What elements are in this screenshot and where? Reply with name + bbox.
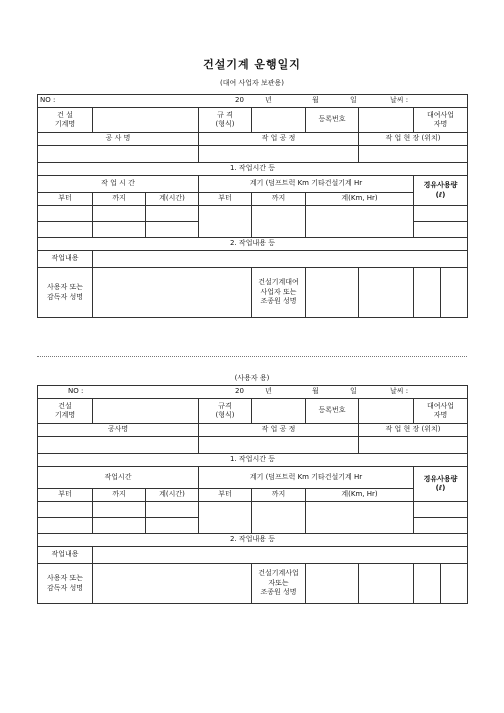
fuel-usage-field-2[interactable] — [414, 518, 468, 534]
meter-to-label: 까지 — [252, 193, 306, 206]
construction-field[interactable] — [38, 146, 199, 163]
machine-name-label: 건설 기계명 — [38, 399, 93, 424]
meter-to-field[interactable] — [252, 206, 306, 238]
meter-total-label: 계(Km, Hr) — [306, 193, 414, 206]
meter-from-label: 부터 — [199, 193, 252, 206]
to-field[interactable] — [93, 206, 146, 222]
work-content-label: 작업내용 — [38, 251, 93, 268]
meter-from-field[interactable] — [199, 206, 252, 238]
fuel-usage-field-2[interactable] — [414, 222, 468, 238]
reg-no-label: 등록번호 — [306, 108, 359, 133]
cut-line-divider — [37, 356, 467, 357]
fuel-usage-label: 경유사용량 (ℓ) — [414, 176, 468, 206]
no-label: NO : — [68, 387, 84, 396]
spec-field[interactable] — [252, 399, 306, 424]
from-label: 부터 — [38, 193, 93, 206]
meter-total-field[interactable] — [306, 502, 414, 534]
total-time-field-2[interactable] — [146, 222, 199, 238]
to-field-2[interactable] — [93, 518, 146, 534]
year-prefix: 20 — [235, 96, 244, 105]
total-time-field[interactable] — [146, 502, 199, 518]
log-form-user-copy — [37, 385, 468, 604]
from-field-2[interactable] — [38, 222, 93, 238]
meter-label: 계기 (덤프트럭 Km 기타건설기계 Hr — [199, 176, 414, 193]
user-supervisor-field[interactable] — [93, 564, 252, 604]
to-label: 까지 — [93, 489, 146, 502]
total-time-label: 계(시간) — [146, 489, 199, 502]
lessor-label: 대여사업 자명 — [414, 399, 468, 424]
from-label: 부터 — [38, 489, 93, 502]
lessor-operator-field[interactable] — [306, 268, 359, 318]
month-label: 월 — [312, 387, 319, 396]
total-time-field[interactable] — [146, 206, 199, 222]
log-form-lessor-copy — [37, 94, 468, 318]
construction-label: 공 사 명 — [38, 133, 199, 146]
meter-from-label: 부터 — [199, 489, 252, 502]
signature-field-b[interactable] — [414, 268, 441, 318]
total-time-field-2[interactable] — [146, 518, 199, 534]
meter-from-field[interactable] — [199, 502, 252, 534]
year-prefix: 20 — [235, 387, 244, 396]
reg-no-field[interactable] — [359, 399, 414, 424]
section-work-content: 2. 작업내용 등 — [38, 534, 468, 547]
signature-field-a[interactable] — [359, 268, 414, 318]
signature-field-c[interactable] — [441, 564, 468, 604]
year-label: 년 — [265, 96, 272, 105]
copy-label-user: (사용자 용) — [234, 374, 270, 382]
process-field[interactable] — [199, 437, 359, 454]
lessor-label: 대여사업 자명 — [414, 108, 468, 133]
section-work-time: 1. 작업시간 등 — [38, 163, 468, 176]
section-work-time: 1. 작업시간 등 — [38, 454, 468, 467]
machine-name-field[interactable] — [93, 108, 199, 133]
site-field[interactable] — [359, 437, 468, 454]
to-label: 까지 — [93, 193, 146, 206]
weather-label: 날씨 : — [390, 387, 409, 396]
fuel-usage-field[interactable] — [414, 206, 468, 222]
signature-field-b[interactable] — [414, 564, 441, 604]
user-supervisor-field[interactable] — [93, 268, 252, 318]
meter-to-label: 까지 — [252, 489, 306, 502]
lessor-operator-label: 건설기계대여 사업자 또는 조종원 성명 — [252, 268, 306, 318]
work-time-label: 작 업 시 간 — [38, 176, 199, 193]
year-label: 년 — [265, 387, 272, 396]
section-work-content: 2. 작업내용 등 — [38, 238, 468, 251]
machine-name-label: 건 설 기계명 — [38, 108, 93, 133]
meter-to-field[interactable] — [252, 502, 306, 534]
process-field[interactable] — [199, 146, 359, 163]
meter-label: 계기 (덤프트럭 Km 기타건설기계 Hr — [199, 467, 414, 489]
fuel-usage-field[interactable] — [414, 502, 468, 518]
to-field[interactable] — [93, 502, 146, 518]
month-label: 월 — [312, 96, 319, 105]
work-content-field[interactable] — [93, 547, 468, 564]
signature-field-a[interactable] — [359, 564, 414, 604]
spec-label: 규 격 (형식) — [199, 108, 252, 133]
construction-label: 공사명 — [38, 424, 199, 437]
user-supervisor-label: 사용자 또는 감독자 성명 — [38, 564, 93, 604]
weather-label: 날씨 : — [390, 96, 409, 105]
fuel-usage-label: 경유사용량 (ℓ) — [414, 467, 468, 502]
work-time-label: 작업시간 — [38, 467, 199, 489]
meter-total-label: 계(Km, Hr) — [306, 489, 414, 502]
copy-label-lessor: (대여 사업자 보관용) — [219, 79, 284, 87]
machine-name-field[interactable] — [93, 399, 199, 424]
header-row — [38, 386, 468, 399]
process-label: 작 업 공 정 — [199, 424, 359, 437]
day-label: 일 — [350, 96, 357, 105]
document-title: 건설기계 운행일지 — [203, 58, 301, 71]
user-supervisor-label: 사용자 또는 감독자 성명 — [38, 268, 93, 318]
lessor-operator-label: 건설기계사업 자또는 조종원 성명 — [252, 564, 306, 604]
reg-no-label: 등록번호 — [306, 399, 359, 424]
work-content-label: 작업내용 — [38, 547, 93, 564]
day-label: 일 — [350, 387, 357, 396]
no-label: NO : — [40, 96, 56, 105]
signature-field-c[interactable] — [441, 268, 468, 318]
to-field-2[interactable] — [93, 222, 146, 238]
from-field-2[interactable] — [38, 518, 93, 534]
header-row — [38, 95, 468, 108]
total-time-label: 계(시간) — [146, 193, 199, 206]
work-content-field[interactable] — [93, 251, 468, 268]
site-label: 작 업 현 장 (위치) — [359, 424, 468, 437]
construction-field[interactable] — [38, 437, 199, 454]
site-field[interactable] — [359, 146, 468, 163]
lessor-operator-field[interactable] — [306, 564, 359, 604]
site-label: 작 업 현 장 (위치) — [359, 133, 468, 146]
from-field[interactable] — [38, 502, 93, 518]
spec-field[interactable] — [252, 108, 306, 133]
spec-label: 규격 (형식) — [199, 399, 252, 424]
meter-total-field[interactable] — [306, 206, 414, 238]
from-field[interactable] — [38, 206, 93, 222]
process-label: 작 업 공 정 — [199, 133, 359, 146]
reg-no-field[interactable] — [359, 108, 414, 133]
